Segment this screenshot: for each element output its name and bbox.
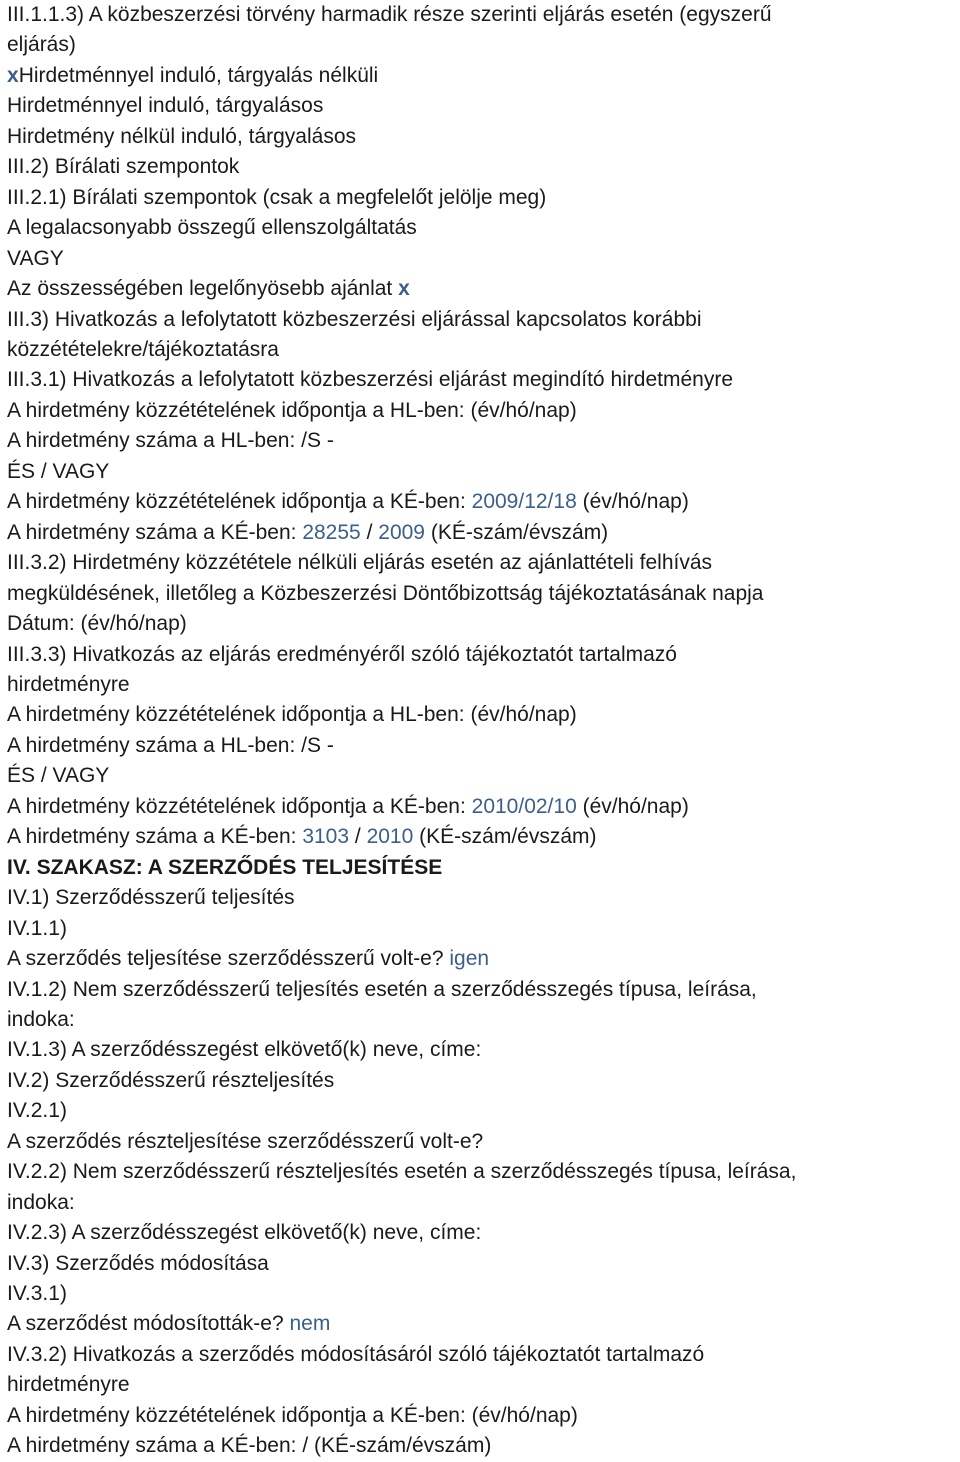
procedure-heading-line2: eljárás): [7, 33, 76, 57]
initiating-ke-number: [7, 518, 960, 548]
result-ke-date: [7, 792, 960, 822]
ke-number-separator: /: [366, 520, 373, 544]
modification-heading: IV.3) Szerződés módosítása: [7, 1251, 269, 1275]
ke-number-suffix: (KÉ-szám/évszám): [419, 825, 597, 849]
partial-breach-line2: indoka:: [7, 1190, 75, 1214]
question-text: A szerződés teljesítése szerződésszerű volt-e?: [7, 947, 444, 971]
initiating-and-or: ÉS / VAGY: [7, 459, 110, 483]
best-offer-label: Az összességében legelőnyösebb ajánlat: [7, 277, 393, 301]
ke-number-value: 3103: [302, 825, 350, 849]
section-4-title: IV. SZAKASZ: A SZERZŐDÉS TELJESÍTÉSE: [7, 855, 443, 879]
criteria-or: VAGY: [7, 246, 64, 270]
procedure-heading-line1: III.1.1.3) A közbeszerzési törvény harmadik része szerinti eljárás esetén (egyszerű: [7, 3, 772, 26]
procedure-option-2: Hirdetménnyel induló, tárgyalásos: [7, 94, 324, 118]
modification-ke-number: A hirdetmény száma a KÉ-ben: / (KÉ-szám/évszám): [7, 1434, 492, 1458]
no-notice-date: Dátum: (év/hó/nap): [7, 612, 187, 636]
modification-ke-date: A hirdetmény közzétételének időpontja a KÉ-ben: (év/hó/nap): [7, 1403, 578, 1427]
modification-question: [7, 1309, 960, 1339]
ke-year-value: 2010: [366, 825, 414, 849]
option-label: Hirdetménnyel induló, tárgyalás nélküli: [18, 63, 379, 87]
ke-number-separator: /: [354, 825, 361, 849]
ke-date-suffix: (év/hó/nap): [582, 490, 689, 514]
result-hl-number: A hirdetmény száma a HL-ben: /S -: [7, 733, 334, 757]
answer-value: nem: [289, 1312, 331, 1336]
partial-heading: IV.2) Szerződésszerű részteljesítés: [7, 1068, 335, 1092]
criteria-heading: III.2) Bírálati szempontok: [7, 155, 240, 179]
ke-number-value: 28255: [302, 520, 361, 544]
selected-mark: x: [7, 63, 19, 87]
procedure-option-1: [7, 61, 960, 91]
partial-offender: IV.2.3) A szerződésszegést elkövető(k) neve, címe:: [7, 1221, 482, 1245]
ke-date-value: 2009/12/18: [471, 490, 577, 514]
ke-number-label: A hirdetmény száma a KÉ-ben:: [7, 825, 297, 849]
performance-breach-line1: IV.1.2) Nem szerződésszerű teljesítés esetén a szerződésszegés típusa, leírása,: [7, 977, 757, 1001]
question-text: A szerződést módosították-e?: [7, 1312, 284, 1336]
performance-breach-line2: indoka:: [7, 1007, 75, 1031]
criteria-best-offer: [7, 274, 960, 304]
ke-date-value: 2010/02/10: [471, 794, 577, 818]
result-ke-number: [7, 822, 960, 852]
selected-mark: x: [398, 277, 410, 301]
ke-number-suffix: (KÉ-szám/évszám): [430, 520, 609, 544]
procedure-option-3: Hirdetmény nélkül induló, tárgyalásos: [7, 124, 357, 148]
no-notice-heading-line2: megküldésének, illetőleg a Közbeszerzési Döntőbizottság tájékoztatásának napja: [7, 581, 764, 605]
modification-ref-line1: IV.3.2) Hivatkozás a szerződés módosításáról szóló tájékoztatót tartalmazó: [7, 1342, 705, 1366]
criteria-lowest-price: A legalacsonyabb összegű ellenszolgáltatás: [7, 216, 417, 240]
ke-year-value: 2009: [378, 520, 425, 544]
performance-offender: IV.1.3) A szerződésszegést elkövető(k) neve, címe:: [7, 1038, 482, 1062]
no-notice-heading-line1: III.3.2) Hirdetmény közzététele nélküli eljárás esetén az ajánlattételi felhívás: [7, 551, 713, 575]
result-notice-heading-line2: hirdetményre: [7, 672, 130, 696]
references-heading-line1: III.3) Hivatkozás a lefolytatott közbeszerzési eljárással kapcsolatos korábbi: [7, 307, 702, 331]
performance-heading: IV.1) Szerződésszerű teljesítés: [7, 886, 295, 910]
initiating-hl-number: A hirdetmény száma a HL-ben: /S -: [7, 429, 334, 453]
partial-question: A szerződés részteljesítése szerződésszerű volt-e?: [7, 1129, 484, 1153]
partial-breach-line1: IV.2.2) Nem szerződésszerű részteljesítés esetén a szerződésszegés típusa, leírása,: [7, 1160, 797, 1184]
initiating-ke-date: [7, 487, 960, 517]
partial-question-label: IV.2.1): [7, 1099, 67, 1123]
result-and-or: ÉS / VAGY: [7, 764, 110, 788]
ke-number-label: A hirdetmény száma a KÉ-ben:: [7, 520, 297, 544]
performance-question: [7, 944, 960, 974]
result-hl-date: A hirdetmény közzétételének időpontja a HL-ben: (év/hó/nap): [7, 703, 577, 727]
references-heading-line2: közzétételekre/tájékoztatásra: [7, 337, 279, 361]
ke-date-label: A hirdetmény közzétételének időpontja a KÉ-ben:: [7, 490, 466, 514]
performance-question-label: IV.1.1): [7, 916, 67, 940]
answer-value: igen: [449, 947, 490, 971]
initiating-hl-date: A hirdetmény közzétételének időpontja a HL-ben: (év/hó/nap): [7, 398, 577, 422]
ke-date-label: A hirdetmény közzétételének időpontja a KÉ-ben:: [7, 794, 466, 818]
ke-date-suffix: (év/hó/nap): [582, 794, 689, 818]
initiating-notice-heading: III.3.1) Hivatkozás a lefolytatott közbeszerzési eljárást megindító hirdetményre: [7, 368, 733, 392]
modification-question-label: IV.3.1): [7, 1282, 67, 1306]
result-notice-heading-line1: III.3.3) Hivatkozás az eljárás eredményéről szóló tájékoztatót tartalmazó: [7, 642, 677, 666]
modification-ref-line2: hirdetményre: [7, 1373, 130, 1397]
criteria-sub-heading: III.2.1) Bírálati szempontok (csak a megfelelőt jelölje meg): [7, 185, 547, 209]
